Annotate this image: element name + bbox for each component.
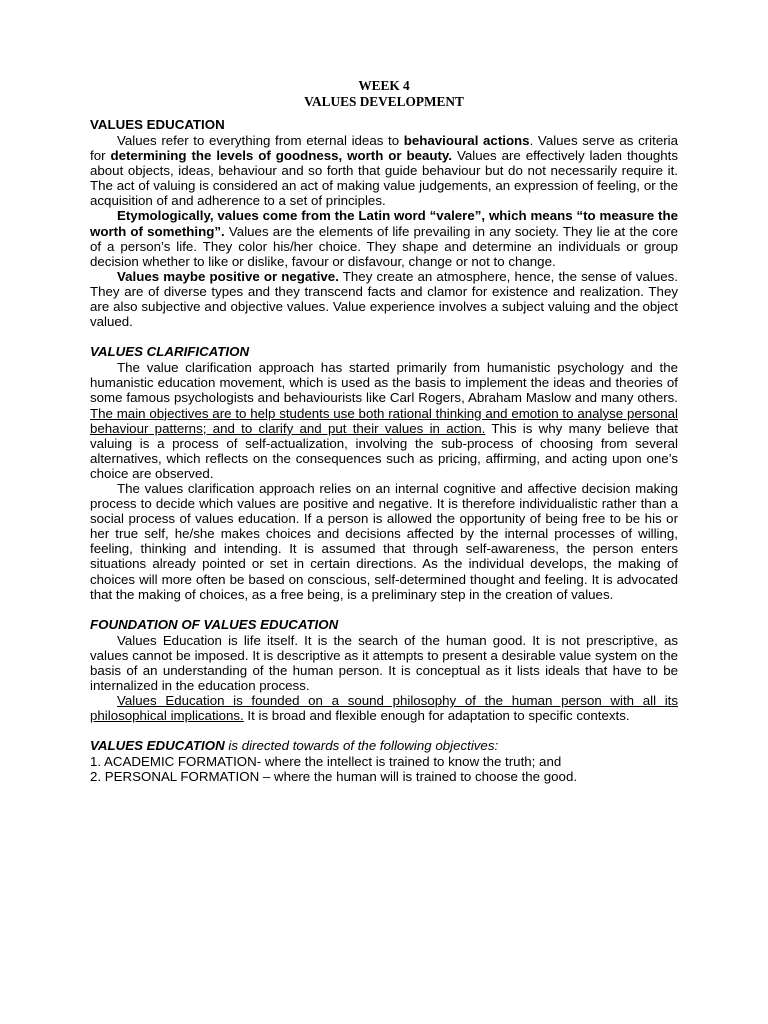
bold-text: determining the levels of goodness, worth or beauty. (110, 148, 453, 164)
bold-text: behavioural actions (403, 133, 530, 148)
underlined-text: The main objectives are to help students use both rational thinking and emotion to analyse personal behaviour patterns; and to clarify and put their values in action. (90, 405, 678, 436)
bold-italic-text: VALUES EDUCATION (90, 738, 225, 754)
spacer (90, 723, 678, 738)
paragraph-etymology (90, 208, 678, 268)
paragraph-clarification-process: The values clarification approach relies on an internal cognitive and affective decision making process to decide which values are positive and negative. It is therefore individualistic rather than a social process of values education. If a person is allowed the opportunity of being free to be his or her true self, he/she makes choices and decisions affected by the internal processes of willing, feeling, thinking and intending. It is assumed that through self-awareness, the person enters situations already pointed or set in certain directions. As the individual develops, the making of choices will more often be based on conscious, self-determined thought and feeling. It is advocated that the making of choices, as a free being, is a preliminary step in the creation of values. (90, 480, 678, 602)
document-title-block (90, 78, 678, 110)
text-run: It is broad and flexible enough for adaptation to specific contexts. (243, 708, 630, 724)
section-heading-values-clarification: VALUES CLARIFICATION (90, 344, 250, 360)
section-heading-foundation: FOUNDATION OF VALUES EDUCATION (90, 616, 339, 632)
paragraph-foundation-philosophy (90, 693, 678, 723)
underlined-text: Values Education is founded on a sound philosophy of the human person with all its philosophical implications. (90, 693, 678, 724)
text-run: Values are the elements of life prevailing in any society. They lie at the core of a person’s life. They color his/her choice. They shape and determine an individuals or group decision whether to like or dislike, favour or disfavour, change or not to change. (90, 223, 679, 269)
objective-item-1: 1. ACADEMIC FORMATION- where the intellect is trained to know the truth; and (90, 754, 562, 770)
text-run: The value clarification approach has started primarily from humanistic psychology and the humanistic education movement, which is used as the basis to implement the ideas and theories of some famous psychologists and behaviourists like Carl Rogers, Abraham Maslow and many others. (90, 360, 678, 406)
paragraph-positive-negative (90, 269, 678, 329)
bold-text: Values maybe positive or negative. (117, 268, 339, 284)
objective-item-2: 2. PERSONAL FORMATION – where the human will is trained to choose the good. (90, 769, 578, 785)
paragraph-foundation-life: Values Education is life itself. It is the search of the human good. It is not prescriptive, as values cannot be imposed. It is descriptive as it attempts to present a desirable value system on the basis of an understanding of the human person. It is conceptual as it lists ideals that have to be internalized in the education process. (90, 632, 678, 693)
spacer (90, 602, 678, 617)
text-run: Values refer to everything from eternal ideas to (117, 133, 404, 148)
text-run: . Values serve as criteria for (90, 133, 678, 164)
bold-text: Etymologically, values come from the Latin word “valere”, which means “to measure the worth of something”. (90, 208, 678, 239)
spacer (90, 329, 678, 344)
text-run: Values are effectively laden thoughts about objects, ideas, behaviour and so forth that guide behaviour but do not necessarily require it. The act of valuing is considered an act of making value judgements, an expression of feeling, or the acquisition of and adherence to a set of principles. (90, 148, 678, 209)
objectives-heading (90, 738, 678, 754)
italic-text: is directed towards of the following objectives: (224, 738, 499, 754)
paragraph-values-definition (90, 133, 678, 208)
week-label: WEEK 4 (358, 78, 410, 93)
section-heading-values-education: VALUES EDUCATION (90, 117, 225, 132)
paragraph-clarification-approach (90, 360, 678, 481)
text-run: This is why many believe that valuing is a process of self-actualization, involving the sub-process of choosing from several alternatives, which reflects on the consequences such as pricing, affirming, and acting upon one’s choice are observed. (90, 420, 678, 481)
text-run: They create an atmosphere, hence, the sense of values. They are of diverse types and they transcend facts and clamor for existence and realization. They are also subjective and objective values. Value experience involves a subject valuing and the object valued. (90, 268, 678, 330)
document-title: VALUES DEVELOPMENT (304, 94, 464, 109)
